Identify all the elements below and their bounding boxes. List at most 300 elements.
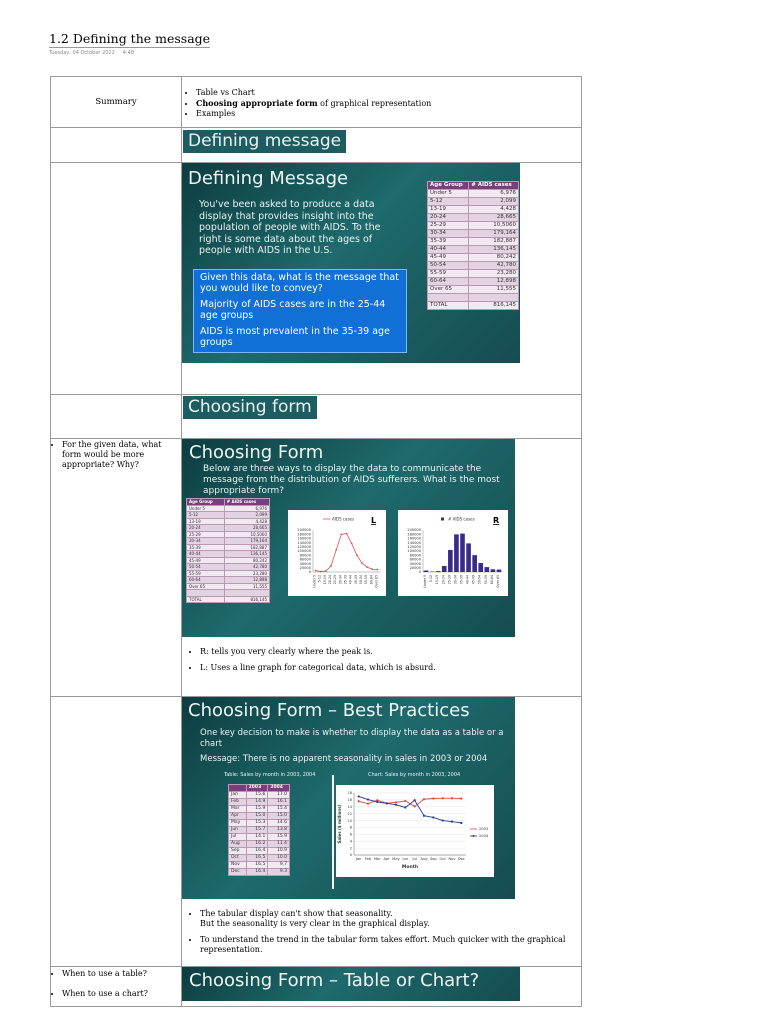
series-point-2004	[432, 816, 434, 818]
table-header-row	[229, 785, 290, 792]
table-row	[229, 855, 290, 862]
line-point	[325, 570, 327, 572]
x-axis-label: Month	[401, 865, 419, 870]
table-row	[229, 862, 290, 869]
sales-2004-cell: 15.9	[268, 834, 290, 841]
y-tick-label: 0	[418, 570, 421, 575]
y-tick-label: 180000	[407, 532, 421, 537]
series-point-2003	[451, 797, 453, 799]
total-value: 816,145	[224, 596, 269, 603]
total-value: 816,145	[469, 302, 519, 310]
y-tick-label: 0	[349, 853, 352, 858]
table-row	[428, 214, 519, 222]
y-tick-label: 14	[347, 804, 352, 809]
y-tick-label: 20000	[299, 566, 311, 570]
slide-body: You've been asked to produce a data display that provides insight into the population of people with AIDS. To the right is some data about the ages of people with AIDS in the U.S.	[199, 199, 381, 256]
table-caption: Table: Sales by month in 2003, 2004	[224, 772, 316, 778]
cases-cell: 182,887	[224, 544, 269, 551]
column-header: 2003	[246, 785, 268, 792]
month-cell: Sep	[229, 848, 247, 855]
cases-cell: 10,5060	[469, 222, 519, 230]
age-group-cell: 20-24	[187, 525, 225, 532]
table-row	[428, 190, 519, 198]
message-answer-2: AIDS is most prevalent in the 35-39 age groups	[200, 326, 390, 348]
sales-2004-cell: 13.8	[268, 827, 290, 834]
x-tick-label: 35-39	[459, 575, 464, 585]
line-point	[351, 543, 353, 545]
cases-cell: 11,555	[224, 583, 269, 590]
x-tick-label: 5-12	[317, 575, 322, 583]
x-tick-label: Aug	[420, 857, 428, 861]
best-practice-notes	[182, 909, 581, 955]
y-tick-label: 18	[347, 791, 352, 796]
sales-2004-cell: 9.3	[268, 869, 290, 876]
x-tick-label: May	[392, 857, 400, 861]
summary-label: Summary	[95, 97, 137, 107]
age-group-cell: Over 65	[187, 583, 225, 590]
summary-item: • Examples	[196, 109, 581, 119]
x-tick-label: 40-44	[465, 575, 470, 585]
series-point-2004	[376, 801, 378, 803]
table-row	[428, 246, 519, 254]
series-point-2003	[404, 800, 406, 802]
age-group-cell: Under 5	[428, 190, 469, 198]
y-tick-label: 80000	[299, 553, 311, 558]
sales-2003-cell: 15.0	[246, 813, 268, 820]
legend-label: # AIDS cases	[448, 516, 475, 522]
x-tick-label: Jun	[402, 857, 409, 861]
month-cell: Oct	[229, 855, 247, 862]
y-tick-label: 8	[349, 825, 352, 830]
message-answer-1: Majority of AIDS cases are in the 25-44 age groups	[200, 299, 386, 321]
y-tick-label: 40000	[299, 561, 311, 566]
y-tick-label: 140000	[407, 540, 421, 545]
x-tick-label: 45-49	[471, 575, 476, 585]
age-group-cell: 13-19	[428, 206, 469, 214]
note-l: • L: Uses a line graph for categorical data, which is absurd.	[200, 663, 581, 673]
x-tick-label: 25-29	[333, 575, 338, 585]
cases-cell: 6,976	[224, 505, 269, 512]
sales-2004-cell: 9.7	[268, 862, 290, 869]
summary-item: • Table vs Chart	[196, 88, 581, 98]
y-tick-label: 60000	[409, 557, 421, 562]
y-tick-label: 12	[347, 811, 352, 816]
x-tick-label: Nov	[448, 857, 456, 861]
note-trend: • To understand the trend in the tabular form takes effort. Much quicker with the graphical representation.	[200, 935, 581, 955]
cases-cell: 12,898	[224, 577, 269, 584]
note-r: • R: tells you very clearly where the peak is.	[200, 647, 581, 657]
x-tick-label: Sep	[429, 857, 437, 861]
y-tick-label: 100000	[407, 549, 421, 554]
y-tick-label: 200000	[297, 528, 311, 533]
age-group-cell: 50-54	[187, 564, 225, 571]
x-tick-label: Apr	[383, 857, 390, 861]
column-header: Age Group	[187, 499, 225, 506]
slide-choosing-form	[182, 439, 515, 637]
slide-title: Choosing Form – Best Practices	[188, 700, 470, 721]
sales-2004-cell: 10.0	[268, 855, 290, 862]
x-tick-label: 35-39	[343, 575, 348, 585]
cases-cell: 12,898	[469, 278, 519, 286]
slide-title: Defining Message	[188, 168, 349, 189]
series-point-2003	[367, 803, 369, 805]
sales-2004-cell: 10.9	[268, 848, 290, 855]
x-tick-label: Jul	[412, 857, 417, 861]
x-tick-label: 55-59	[364, 575, 369, 585]
y-tick-label: 0	[308, 570, 311, 575]
series-point-2003	[460, 797, 462, 799]
x-tick-label: Dec	[457, 857, 465, 861]
sales-2004-cell: 15.0	[268, 813, 290, 820]
aids-line-chart	[288, 510, 386, 596]
sales-line-chart	[336, 785, 494, 877]
age-group-cell: 30-34	[187, 538, 225, 545]
chart-marker: R	[493, 516, 500, 525]
table-row	[229, 813, 290, 820]
slide-body-2: Message: There is no apparent seasonality in sales in 2003 or 2004	[200, 754, 488, 764]
month-cell: Mar	[229, 806, 247, 813]
table-row	[229, 869, 290, 876]
line-point	[346, 533, 348, 535]
bar-mark	[466, 543, 471, 572]
age-group-cell: 45-49	[428, 254, 469, 262]
page-title: 1.2 Defining the message	[49, 31, 211, 46]
age-group-cell: 45-49	[187, 557, 225, 564]
sales-2003-cell: 15.6	[246, 792, 268, 799]
table-row	[229, 834, 290, 841]
message-box	[193, 269, 407, 353]
line-point	[377, 569, 379, 571]
x-tick-label: Jan	[355, 857, 362, 861]
summary-label-cell	[51, 77, 182, 128]
x-tick-label: Under 5	[312, 575, 317, 588]
series-point-2004	[404, 806, 406, 808]
series-line-2004	[359, 796, 462, 823]
x-tick-label: Over 65	[374, 575, 379, 588]
cases-cell: 2,099	[224, 512, 269, 519]
age-group-cell: 35-39	[428, 238, 469, 246]
table-row	[428, 230, 519, 238]
aids-data-table	[427, 181, 519, 310]
x-tick-label: 60-64	[489, 575, 494, 585]
series-point-2004	[358, 795, 360, 797]
series-point-2004	[451, 820, 453, 822]
total-label: TOTAL	[187, 596, 225, 603]
age-group-cell: 60-64	[187, 577, 225, 584]
cases-cell: 23,280	[469, 270, 519, 278]
y-tick-label: 120000	[407, 545, 421, 549]
age-group-cell: 25-29	[428, 222, 469, 230]
series-point-2004	[423, 815, 425, 817]
x-tick-label: Under 5	[423, 575, 428, 588]
x-tick-label: Mar	[373, 857, 381, 861]
cases-cell: 136,145	[224, 551, 269, 558]
bar-mark	[436, 571, 441, 572]
cases-cell: 42,780	[469, 262, 519, 270]
x-tick-label: 55-59	[483, 575, 488, 585]
summary-content-cell	[182, 77, 582, 128]
series-point-2004	[367, 798, 369, 800]
bar-mark	[442, 566, 447, 572]
cases-cell: 10,5060	[224, 531, 269, 538]
sales-chart-box	[336, 785, 494, 877]
summary-list	[182, 88, 581, 119]
bar-mark	[484, 567, 489, 572]
slide-title: Choosing Form – Table or Chart?	[189, 970, 480, 991]
age-group-cell: 13-19	[187, 518, 225, 525]
age-group-cell: 35-39	[187, 544, 225, 551]
line-point	[335, 549, 337, 551]
table-row	[229, 820, 290, 827]
column-header	[229, 785, 247, 792]
table-row	[428, 262, 519, 270]
cases-cell: 42,780	[224, 564, 269, 571]
cases-cell: 23,280	[224, 570, 269, 577]
y-tick-label: 4	[349, 839, 352, 844]
y-tick-label: 16	[347, 798, 352, 803]
age-group-cell: 55-59	[428, 270, 469, 278]
line-point	[320, 571, 322, 573]
table-row	[229, 799, 290, 806]
age-group-cell: 5-12	[428, 198, 469, 206]
age-group-cell: Over 65	[428, 286, 469, 294]
sales-2004-cell: 16.1	[268, 799, 290, 806]
age-group-cell: 40-44	[187, 551, 225, 558]
page-timestamp	[49, 50, 142, 56]
x-tick-label: 13-19	[435, 575, 440, 585]
table-row	[428, 278, 519, 286]
bar-mark	[454, 534, 459, 572]
x-tick-label: 50-54	[358, 575, 363, 585]
column-header: Age Group	[428, 182, 469, 190]
y-tick-label: 60000	[299, 557, 311, 562]
age-group-cell: 5-12	[187, 512, 225, 519]
aids-data-table-small	[186, 498, 270, 603]
cases-cell: 179,164	[469, 230, 519, 238]
legend-label-2004: 2004	[479, 834, 489, 839]
chart-marker: L	[371, 516, 377, 525]
table-row	[229, 841, 290, 848]
series-point-2003	[423, 798, 425, 800]
x-tick-label: 30-34	[453, 575, 458, 585]
sales-data-table	[228, 784, 290, 876]
bar-mark	[491, 569, 496, 572]
x-tick-label: 13-19	[322, 575, 327, 585]
x-tick-label: 40-44	[348, 575, 353, 585]
x-tick-label: 20-24	[328, 575, 333, 585]
cases-cell: 182,887	[469, 238, 519, 246]
table-row	[428, 222, 519, 230]
column-header: # AIDS cases	[469, 182, 519, 190]
x-tick-label: 5-12	[429, 575, 434, 583]
table-row	[229, 806, 290, 813]
choosing-notes	[182, 647, 581, 673]
sales-2003-cell: 16.4	[246, 848, 268, 855]
y-tick-label: 160000	[407, 536, 421, 541]
table-row	[428, 270, 519, 278]
cases-cell: 80,242	[469, 254, 519, 262]
y-tick-label: 200000	[407, 528, 421, 533]
sales-2003-cell: 16.5	[246, 855, 268, 862]
x-tick-label: 20-24	[441, 575, 446, 585]
line-point	[340, 533, 342, 535]
slide-body-1: One key decision to make is whether to display the data as a table or a chart	[200, 728, 504, 749]
page-time: 4:48	[122, 50, 135, 56]
y-tick-label: 2	[349, 846, 352, 851]
age-group-cell: 50-54	[428, 262, 469, 270]
y-tick-label: 6	[349, 832, 352, 837]
question-for-given-data: • For the given data, what form would be more appropriate? Why?	[62, 440, 169, 470]
y-tick-label: 100000	[297, 549, 311, 554]
x-tick-label: Oct	[439, 857, 446, 861]
table-row	[428, 286, 519, 294]
table-row	[428, 254, 519, 262]
cases-cell: 11,555	[469, 286, 519, 294]
table-row	[428, 198, 519, 206]
message-question: Given this data, what is the message that you would like to convey?	[200, 272, 399, 294]
legend-label: AIDS cases	[332, 516, 355, 522]
line-point	[356, 554, 358, 556]
month-cell: Dec	[229, 869, 247, 876]
defining-heading-cell	[182, 128, 582, 163]
bar-mark	[448, 550, 453, 572]
question-when-table: • When to use a table?	[62, 968, 181, 979]
notes-table	[50, 76, 582, 1007]
bar-chart-r	[398, 510, 508, 596]
x-tick-label: 30-34	[338, 575, 343, 585]
month-cell: Jul	[229, 834, 247, 841]
y-tick-label: 80000	[409, 553, 421, 558]
y-tick-label: 120000	[297, 545, 311, 549]
age-group-cell: 20-24	[428, 214, 469, 222]
line-point	[366, 566, 368, 568]
sales-2004-cell: 17.0	[268, 792, 290, 799]
sales-2003-cell: 14.1	[246, 834, 268, 841]
cases-cell: 4,428	[469, 206, 519, 214]
age-group-cell: 60-64	[428, 278, 469, 286]
line-chart-l	[288, 510, 386, 596]
sales-2003-cell: 16.2	[246, 841, 268, 848]
cases-cell: 80,242	[224, 557, 269, 564]
slide-body: Below are three ways to display the data to communicate the message from the distribution of AIDS sufferers. What is the most appropriate form?	[203, 464, 500, 496]
sales-2004-cell: 11.4	[268, 841, 290, 848]
slide-table-or-chart	[182, 967, 520, 1001]
column-header: # AIDS cases	[224, 499, 269, 506]
line-point	[315, 570, 317, 572]
y-tick-label: 140000	[297, 540, 311, 545]
y-tick-label: 180000	[297, 532, 311, 537]
series-point-2004	[386, 802, 388, 804]
age-group-cell: 55-59	[187, 570, 225, 577]
cases-cell: 179,164	[224, 538, 269, 545]
x-tick-label: 50-54	[477, 575, 482, 585]
sales-2003-cell: 16.4	[246, 869, 268, 876]
series-line-2003	[359, 798, 462, 806]
sales-2004-cell: 14.6	[268, 820, 290, 827]
aids-bar-chart	[398, 510, 508, 596]
age-group-cell: 25-29	[187, 531, 225, 538]
line-point	[371, 568, 373, 570]
month-cell: Aug	[229, 841, 247, 848]
x-tick-label: Feb	[364, 857, 372, 861]
table-row	[428, 238, 519, 246]
series-point-2004	[414, 799, 416, 801]
legend-swatch	[441, 518, 444, 521]
age-group-cell: 30-34	[428, 230, 469, 238]
legend-marker-2004	[473, 835, 475, 837]
total-row	[428, 302, 519, 310]
cases-cell: 28,665	[469, 214, 519, 222]
bar-mark	[460, 534, 465, 572]
chart-caption: Chart: Sales by month in 2003, 2004	[368, 772, 461, 778]
bar-mark	[424, 571, 429, 572]
series-line	[316, 534, 378, 572]
bar-mark	[497, 570, 502, 572]
line-point	[361, 562, 363, 564]
sales-2003-cell: 15.3	[246, 820, 268, 827]
month-cell: Jan	[229, 792, 247, 799]
slide-defining-message	[182, 163, 520, 363]
legend-label-2003: 2003	[479, 827, 489, 832]
y-tick-label: 10	[347, 818, 352, 823]
sales-2003-cell: 16.5	[246, 862, 268, 869]
cases-cell: 6,976	[469, 190, 519, 198]
age-group-cell: Under 5	[187, 505, 225, 512]
question-when-chart: • When to use a chart?	[62, 988, 181, 999]
month-cell: May	[229, 820, 247, 827]
series-point-2003	[432, 797, 434, 799]
month-cell: Nov	[229, 862, 247, 869]
table-row	[428, 206, 519, 214]
line-point	[330, 565, 332, 567]
y-tick-label: 40000	[409, 561, 421, 566]
note-tabular: • The tabular display can't show that seasonality. But the seasonality is very clear in the graphical display.	[200, 909, 581, 929]
page-date: Tuesday, 04 October 2022	[49, 50, 115, 56]
section-heading-defining: Defining message	[183, 130, 346, 153]
total-row	[187, 596, 270, 603]
x-tick-label: Over 65	[495, 575, 500, 588]
total-label: TOTAL	[428, 302, 469, 310]
sales-2003-cell: 15.7	[246, 827, 268, 834]
series-point-2004	[395, 804, 397, 806]
summary-item: • Choosing appropriate form of graphical representation	[196, 98, 581, 109]
slide-best-practices	[182, 697, 515, 899]
cases-cell: 4,428	[224, 518, 269, 525]
choosing-heading-cell	[182, 395, 582, 439]
series-point-2004	[442, 819, 444, 821]
sales-2003-cell: 15.9	[246, 806, 268, 813]
x-tick-label: 60-64	[369, 575, 374, 585]
cases-cell: 136,145	[469, 246, 519, 254]
cases-cell: 28,665	[224, 525, 269, 532]
series-point-2003	[414, 805, 416, 807]
table-row	[229, 792, 290, 799]
y-tick-label: 160000	[297, 536, 311, 541]
month-cell: Apr	[229, 813, 247, 820]
column-header: 2004	[268, 785, 290, 792]
series-point-2003	[358, 800, 360, 802]
x-tick-label: 45-49	[353, 575, 358, 585]
sales-2004-cell: 15.4	[268, 806, 290, 813]
section-heading-choosing: Choosing form	[183, 396, 317, 419]
series-point-2003	[395, 801, 397, 803]
y-axis-label: Sales ($ millions)	[337, 804, 342, 844]
bar-mark	[478, 563, 483, 572]
month-cell: Jun	[229, 827, 247, 834]
age-group-cell: 40-44	[428, 246, 469, 254]
series-point-2003	[442, 797, 444, 799]
divider	[332, 775, 334, 889]
